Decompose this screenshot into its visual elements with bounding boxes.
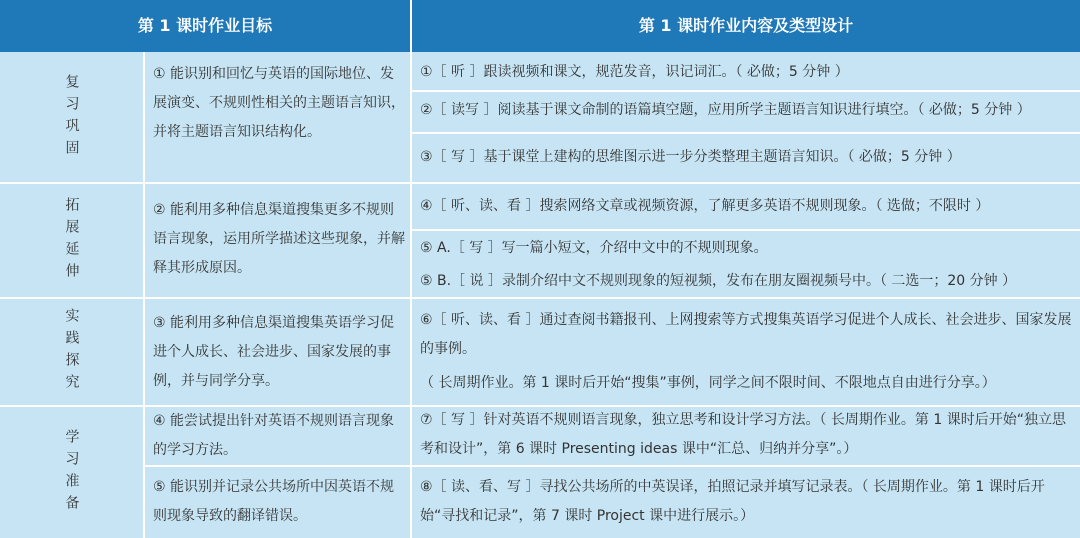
goal-5: ⑤ 能识别并记录公共场所中因英语不规则现象导致的翻译错误。 <box>153 479 394 524</box>
task-4: ④［ 听、读、看 ］搜索网络文章或视频资源，了解更多英语不规则现象。（ 选做；不限时 ） <box>420 198 990 214</box>
task-7: ⑦［ 写 ］针对英语不规则语言现象，独立思考和设计学习方法。（ 长周期作业。第 1 课时后开始“独立思考和设计”，第 6 课时 Presenting ideas 课中“汇总、归纳并分享”。） <box>420 412 1066 457</box>
divider <box>410 132 1080 134</box>
category-review: 复习巩固 <box>63 74 80 162</box>
goal-3: ③ 能利用多种信息渠道搜集英语学习促进个人成长、社会进步、国家发展的事例，并与同学分享。 <box>153 315 394 389</box>
header-tasks: 第 1 课时作业内容及类型设计 <box>638 16 854 35</box>
task-5b: ⑤ B.［ 说 ］录制介绍中文不规则现象的短视频，发布在朋友圈视频号中。（ 二选一；20 分钟 ） <box>420 273 1017 289</box>
task-5a: ⑤ A.［ 写 ］写一篇小短文，介绍中文中的不规则现象。 <box>420 240 768 256</box>
goal-1: ① 能识别和回忆与英语的国际地位、发展演变、不规则性相关的主题语言知识，并将主题语言知识结构化。 <box>153 66 405 140</box>
divider <box>0 182 1080 184</box>
task-8: ⑧［ 读、看、写 ］寻找公共场所的中英误译，拍照记录并填写记录表。（ 长周期作业。第 1 课时后开始“寻找和记录”，第 7 课时 Project 课中进行展示。） <box>420 479 1045 524</box>
divider <box>410 90 1080 92</box>
task-3: ③［ 写 ］基于课堂上建构的思维图示进一步分类整理主题语言知识。（ 必做；5 分钟 ） <box>420 149 961 165</box>
category-preparation: 学习准备 <box>63 428 80 517</box>
goal-4: ④ 能尝试提出针对英语不规则语言现象的学习方法。 <box>153 413 394 458</box>
divider <box>410 0 412 538</box>
divider <box>143 465 1080 467</box>
header-goals: 第 1 课时作业目标 <box>137 16 273 35</box>
task-2: ②［ 读写 ］阅读基于课文命制的语篇填空题，应用所学主题语言知识进行填空。（ 必做；5 分钟 ） <box>420 102 1031 118</box>
task-1: ①［ 听 ］跟读视频和课文，规范发音，识记词汇。（ 必做；5 分钟 ） <box>420 64 849 80</box>
task-6: ⑥［ 听、读、看 ］通过查阅书籍报刊、上网搜索等方式搜集英语学习促进个人成长、社会进步、国家发展的事例。 <box>420 312 1072 357</box>
goal-2: ② 能利用多种信息渠道搜集更多不规则语言现象，运用所学描述这些现象，并解释其形成原因。 <box>153 202 405 276</box>
category-extension: 拓展延伸 <box>63 196 80 285</box>
task-6-note: （ 长周期作业。第 1 课时后开始“搜集”事例，同学之间不限时间、不限地点自由进行分享。） <box>420 375 996 391</box>
category-practice: 实践探究 <box>63 308 80 396</box>
divider <box>0 297 1080 299</box>
divider <box>410 229 1080 231</box>
table-header <box>0 0 1080 52</box>
